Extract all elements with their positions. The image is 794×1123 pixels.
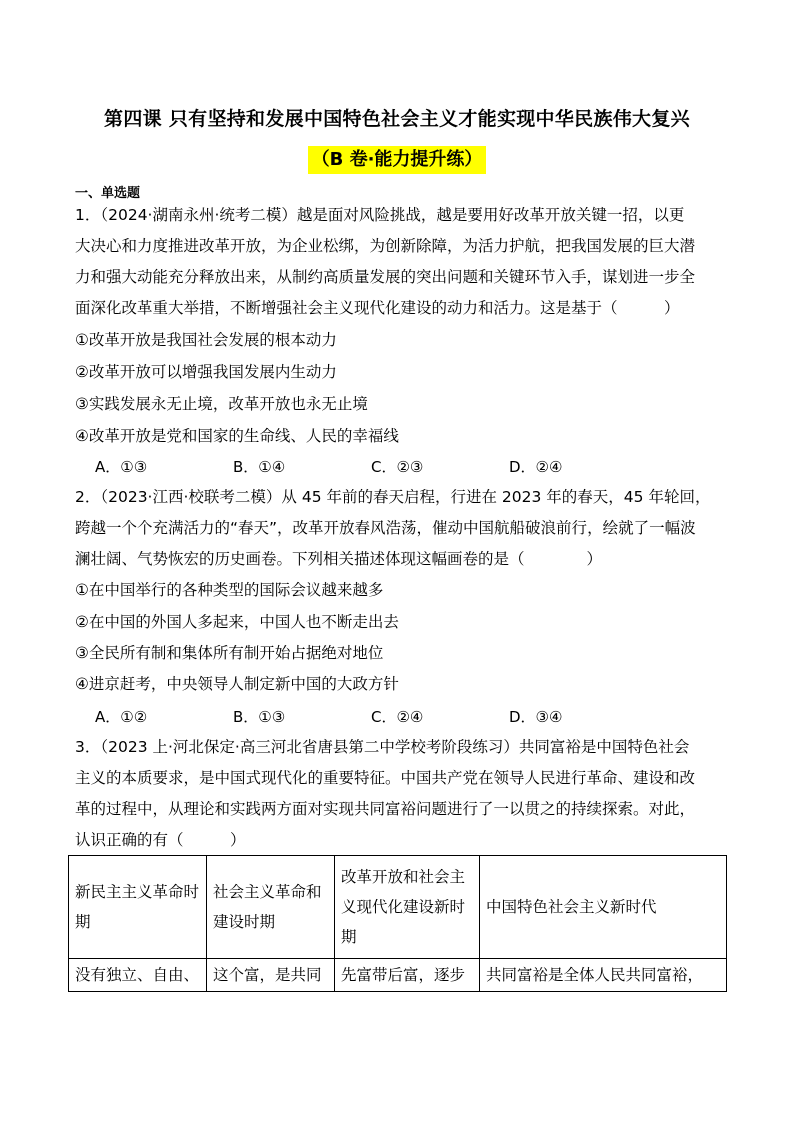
subtitle: （B 卷·能力提升练） [308,146,487,174]
q1-option: ①改革开放是我国社会发展的根本动力 [75,331,337,349]
choice-d[interactable]: D．③④ [509,708,563,726]
q1-line: 大决心和力度推进改革开放，为企业松绑，为创新除障，为活力护航，把我国发展的巨大潜 [75,237,696,255]
q3-line: 主义的本质要求，是中国式现代化的重要特征。中国共产党在领导人民进行革命、建设和改 [75,769,696,787]
q3-line: 3．（2023 上·河北保定·高三河北省唐县第二中学校考阶段练习）共同富裕是中国特色社会 [75,738,690,756]
q2-line: 澜壮阔、气势恢宏的历史画卷。下列相关描述体现这幅画卷的是（ ） [75,550,603,568]
table-cell: 先富带后富，逐步 [335,959,480,992]
q3-table [68,855,727,992]
q1-line: 力和强大动能充分释放出来，从制约高质量发展的突出问题和关键环节入手，谋划进一步全 [75,268,696,286]
q1-option: ②改革开放可以增强我国发展内生动力 [75,363,337,381]
q2-choices [95,706,647,727]
q2-option: ①在中国举行的各种类型的国际会议越来越多 [75,581,384,599]
q1-line: 面深化改革重大举措，不断增强社会主义现代化建设的动力和活力。这是基于（ ） [75,299,680,317]
q2-line: 2．（2023·江西·校联考二模）从 45 年前的春天启程，行进在 2023 年的春天，45 年轮回， [75,488,711,506]
q1-choices [95,456,647,477]
table-cell: 没有独立、自由、 [69,959,207,992]
q3-line: 革的过程中，从理论和实践两方面对实现共同富裕问题进行了一以贯之的持续探索。对此， [75,800,696,818]
table-header-cell: 社会主义革命和建设时期 [207,856,335,959]
q1-line: 1．（2024·湖南永州·统考二模）越是面对风险挑战，越是要用好改革开放关键一招，以更 [75,206,685,224]
table-header-row [69,856,727,959]
page-title: 第四课 只有坚持和发展中国特色社会主义才能实现中华民族伟大复兴 [104,108,690,130]
q2-line: 跨越一个个充满活力的“春天”，改革开放春风浩荡，催动中国航船破浪前行，绘就了一幅波 [75,519,696,537]
choice-b[interactable]: B．①④ [233,458,286,476]
choice-b[interactable]: B．①③ [233,708,286,726]
q1-option: ④改革开放是党和国家的生命线、人民的幸福线 [75,427,399,445]
q2-option: ④进京赶考，中央领导人制定新中国的大政方针 [75,675,399,693]
q2-option: ③全民所有制和集体所有制开始占据绝对地位 [75,644,384,662]
table-header-cell: 改革开放和社会主义现代化建设新时期 [335,856,480,959]
section-heading: 一、单选题 [75,186,141,201]
q1-option: ③实践发展永无止境，改革开放也永无止境 [75,395,368,413]
choice-c[interactable]: C．②④ [371,708,424,726]
choice-c[interactable]: C．②③ [371,458,424,476]
table-header-cell: 新民主主义革命时期 [69,856,207,959]
q2-option: ②在中国的外国人多起来，中国人也不断走出去 [75,613,399,631]
table-cell: 这个富，是共同 [207,959,335,992]
choice-a[interactable]: A．①② [95,708,148,726]
table-row [69,959,727,992]
choice-d[interactable]: D．②④ [509,458,563,476]
table-cell: 共同富裕是全体人民共同富裕， [480,959,727,992]
q3-line: 认识正确的有（ ） [75,831,246,849]
choice-a[interactable]: A．①③ [95,458,148,476]
table-header-cell: 中国特色社会主义新时代 [480,856,727,959]
